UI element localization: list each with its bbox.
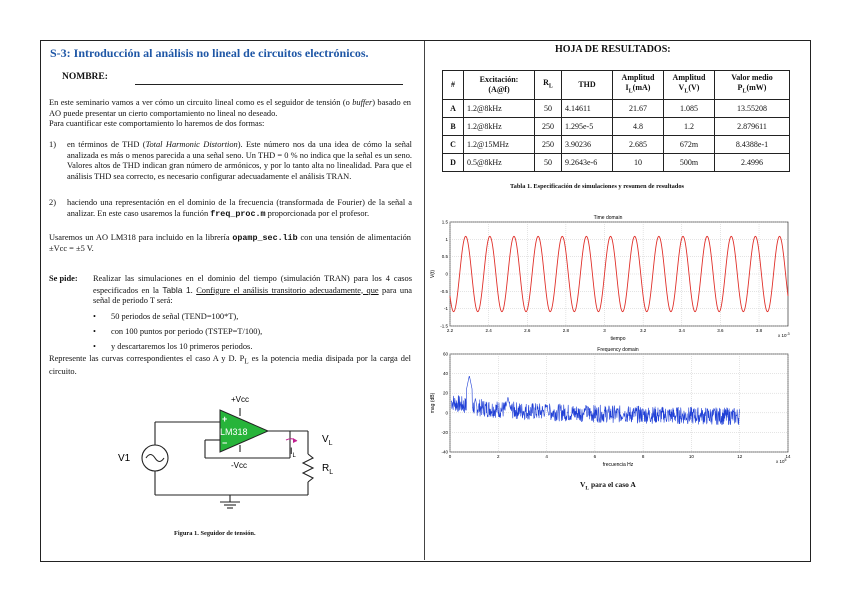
col-header-rl: $R_L$ [535, 71, 562, 100]
col-header-amp-vl: Amplitud $V_L(V)$ [664, 71, 715, 100]
y-tick-label: 1.5 [441, 219, 448, 225]
table-row: B 1.2@8kHz 250 1.295e-5 4.8 1.2 2.879611 [443, 118, 790, 136]
se-pide-text: Realizar las simulaciones en el dominio del tiempo (simulación TRAN) para los 4 casos especificados en la Tabla 1. Configure el análisis transitorio adecuadamente, que para una señal de periodo T será: [93, 274, 412, 306]
x-tick-label: 3.2 [640, 328, 647, 333]
bullet-dot: • [93, 327, 96, 336]
x-tick-label: 10 [688, 454, 694, 459]
svg-text:+Vcc: +Vcc [231, 395, 250, 404]
x-tick-label: 2.8 [562, 328, 570, 333]
svg-text:LM318: LM318 [220, 427, 248, 437]
x-tick-label: 6 [593, 454, 597, 459]
nombre-label: NOMBRE: [62, 72, 108, 82]
represent-paragraph: Represente las curvas correspondientes el caso A y D. $P_L$ es la potencia media disipada por la carga del circuito. [49, 354, 411, 377]
item-2-text: haciendo una representación en el dominio de la frecuencia (transformada de Fourier) de la señal a analizar. En este caso usaremos la función freq_proc.m proporcionada por el profesor. [67, 198, 412, 219]
y-tick-label: -40 [441, 449, 448, 455]
x-tick-label: 4 [545, 454, 548, 459]
results-title: HOJA DE RESULTADOS: [555, 44, 671, 55]
bullet-item: 50 periodos de señal (TEND=100*T), [111, 312, 239, 321]
time-domain-plot [428, 210, 798, 345]
y-tick-label: -1.5 [440, 323, 448, 329]
sine-wave-icon [146, 455, 164, 462]
col-header-pl: Valor medio $P_L(mW)$ [715, 71, 790, 100]
svg-text:−: − [222, 438, 228, 448]
time-x-multiplier: x $10^{-3}$ [778, 332, 790, 338]
col-header-id: # [443, 71, 464, 100]
y-tick-label: 20 [442, 390, 448, 396]
x-tick-label: 14 [785, 454, 791, 459]
svg-text:V1: V1 [118, 453, 131, 464]
y-tick-label: 0 [445, 271, 448, 277]
svg-text:RL: $R_L$ [322, 463, 334, 476]
x-tick-label: 2.6 [524, 328, 531, 333]
table-row: C 1.2@15MHz 250 3.90236 2.685 672m 8.4388e-1 [443, 136, 790, 154]
bullet-dot: • [93, 342, 96, 351]
freq-x-multiplier: x $10^5$ [776, 458, 787, 464]
table-header-row [443, 71, 790, 100]
x-tick-label: 2.4 [485, 328, 492, 333]
y-tick-label: -0.5 [440, 288, 448, 294]
voltage-follower-schematic [110, 388, 350, 526]
y-tick-label: 40 [442, 371, 448, 377]
plot-caption: $V_L$ para el caso A [580, 480, 636, 492]
svg-text:-Vcc: -Vcc [231, 461, 247, 470]
frequency-domain-plot [428, 345, 798, 470]
x-tick-label: 3.4 [678, 328, 685, 333]
svg-text:VL: $V_L$ [322, 434, 333, 447]
intro-paragraph: En este seminario vamos a ver cómo un circuito lineal como es el seguidor de tensión (o buffer) basado en AO puede presentar un cierto comportamiento no lineal no deseado. Para cuantificar este comportamiento lo haremos de dos formas: [49, 98, 411, 129]
table-caption: Tabla 1. Especificación de simulaciones y resumen de resultados [510, 183, 685, 190]
x-tick-label: 2 [497, 454, 500, 459]
y-tick-label: 1 [445, 236, 448, 242]
spectrum-line [451, 376, 739, 425]
y-tick-label: 0.5 [441, 254, 448, 260]
col-header-amp-il: Amplitud $I_L(mA)$ [613, 71, 664, 100]
svg-text:+: + [222, 414, 228, 424]
table-row: D 0.5@8kHz 50 9.2643e-6 10 500m 2.4996 [443, 154, 790, 172]
freq-ylabel: mag (dB) [430, 392, 436, 414]
opamp-paragraph: Usaremos un AO LM318 para incluido en la librería opamp_sec.lib con una tensión de alimentación ±Vcc = ±5 V. [49, 233, 411, 253]
bullet-item: y descartaremos los 10 primeros periodos. [111, 342, 253, 351]
item-2-number: 2) [49, 198, 56, 207]
x-tick-label: 3.6 [717, 328, 724, 333]
plot-frame [450, 354, 788, 452]
x-tick-label: 2.2 [446, 328, 454, 333]
bullet-item: con 100 puntos por periodo (TSTEP=T/100), [111, 327, 263, 336]
table-row: A 1.2@8kHz 50 4.14611 21.67 1.085 13.55208 [443, 100, 790, 118]
col-header-excitation: Excitación: (A@f) [464, 71, 535, 100]
figure-caption: Figura 1. Seguidor de tensión. [174, 530, 256, 537]
y-tick-label: 60 [442, 351, 448, 357]
se-pide-label: Se pide: [49, 274, 78, 283]
y-tick-label: -1 [443, 306, 448, 312]
x-tick-label: 8 [641, 454, 645, 459]
freq-xlabel: frecuencia Hz [602, 462, 634, 468]
page-title: S-3: Introducción al análisis no lineal de circuitos electrónicos. [50, 46, 369, 60]
nombre-field[interactable] [135, 84, 403, 85]
svg-text:IL: $I_L$ [290, 446, 296, 459]
x-tick-label: 3 [603, 328, 606, 333]
results-table [442, 70, 790, 172]
col-header-thd: THD [562, 71, 613, 100]
y-tick-label: 0 [445, 410, 448, 416]
x-tick-label: 0 [448, 454, 452, 459]
time-plot-title: Time domain [593, 215, 623, 221]
load-resistor-symbol [303, 454, 313, 482]
bullet-dot: • [93, 312, 96, 321]
item-1-number: 1) [49, 140, 56, 149]
time-xlabel: tiempo [610, 336, 626, 342]
column-divider [424, 41, 425, 560]
y-tick-label: -20 [441, 429, 448, 435]
x-tick-label: 3.8 [755, 328, 763, 333]
item-1-text: en términos de THD (Total Harmonic Distortion). Este número nos da una idea de cómo la señal analizada es más o menos parecida a una señal seno. Un THD = 0 % no indica que la señal es un seno. Valores altos de THD indican gran número de armónicos, y por lo tanto alta no linealidad. Para que el análisis THD sea correcto, es necesario configurar adecuadamente el análisis TRAN. [67, 140, 412, 181]
freq-plot-title: Frequency domain [597, 347, 639, 353]
x-tick-label: 12 [737, 454, 743, 459]
time-ylabel: V(t) [430, 269, 436, 279]
